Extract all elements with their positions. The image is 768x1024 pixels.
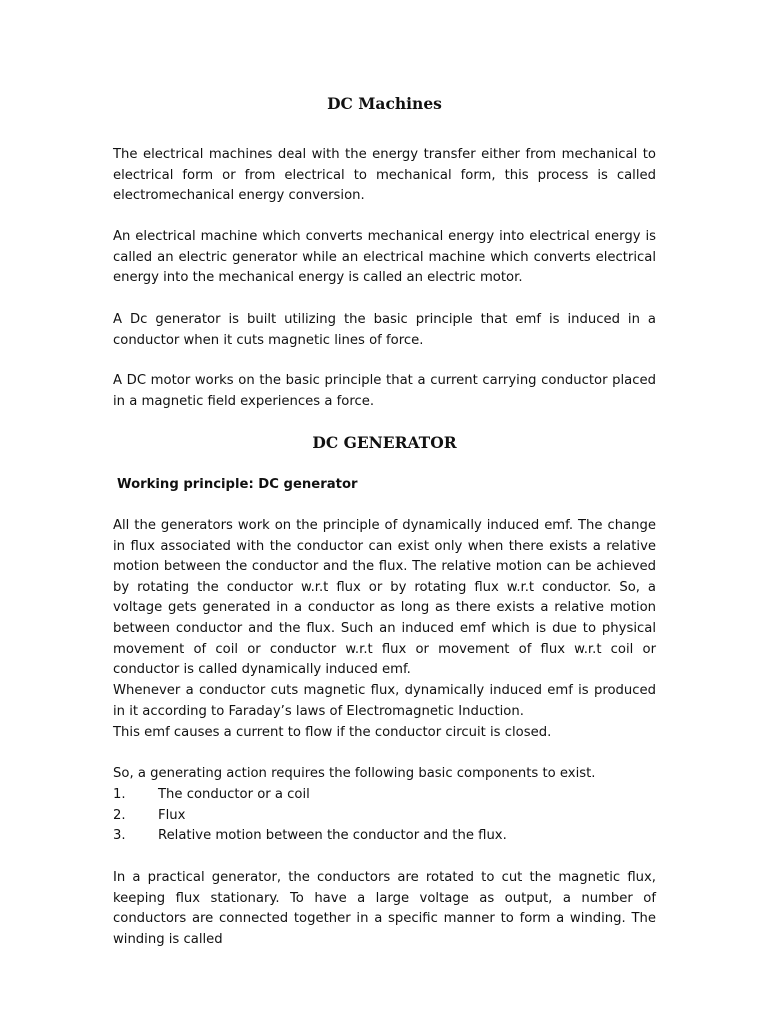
section-title: DC GENERATOR [312,433,457,452]
paragraph-dc-motor: A DC motor works on the basic principle that a current carrying conductor placed in a magnetic field experiences a force. [113,373,656,409]
paragraph-induced-emf: All the generators work on the principle of dynamically induced emf. The change in flux associated with the conductor can exist only when there exists a relative motion between the conductor and the flux. The relative motion can be achieved by rotating the conductor w.r.t flux or by rotating flux w.r.t conductor. So, a voltage gets generated in a conductor as long as there exists a relative motion between conductor and the flux. Such an induced emf which is due to physical movement of coil or conductor w.r.t flux or movement of flux w.r.t coil or conductor is called dynamically induced emf. [113,518,656,678]
paragraph-faraday: Whenever a conductor cuts magnetic flux, dynamically induced emf is produced in it according to Faraday’s laws of Electromagnetic Induction. [113,683,656,719]
list-item [113,806,656,827]
list-item [113,785,656,806]
paragraph-current-flow: This emf causes a current to flow if the conductor circuit is closed. [113,725,552,740]
list-item-number: 2. [113,807,126,823]
list-item [113,826,656,847]
list-item-text: Relative motion between the conductor and the flux. [158,828,507,844]
list-item-text: Flux [158,807,186,823]
paragraph-generator-motor: An electrical machine which converts mechanical energy into electrical energy is called an electric generator while an electrical machine which converts electrical energy into the mechanical energy is called an electric motor. [113,229,656,286]
list-item-text: The conductor or a coil [158,787,310,802]
components-list [113,785,656,847]
document-title: DC Machines [327,94,442,113]
list-item-number: 1. [113,787,126,802]
paragraph-intro: The electrical machines deal with the energy transfer either from mechanical to electrical form or from electrical to mechanical form, this process is called electromechanical energy conversion. [113,147,656,204]
subheading-working-principle: Working principle: DC generator [117,477,358,492]
paragraph-components-intro: So, a generating action requires the following basic components to exist. [113,766,596,781]
list-item-number: 3. [113,828,126,844]
paragraph-practical-generator: In a practical generator, the conductors are rotated to cut the magnetic flux, keeping flux stationary. To have a large voltage as output, a number of conductors are connected together in a specific manner to form a winding. The winding is called [113,870,656,947]
paragraph-dc-generator: A Dc generator is built utilizing the basic principle that emf is induced in a conductor when it cuts magnetic lines of force. [113,312,656,348]
